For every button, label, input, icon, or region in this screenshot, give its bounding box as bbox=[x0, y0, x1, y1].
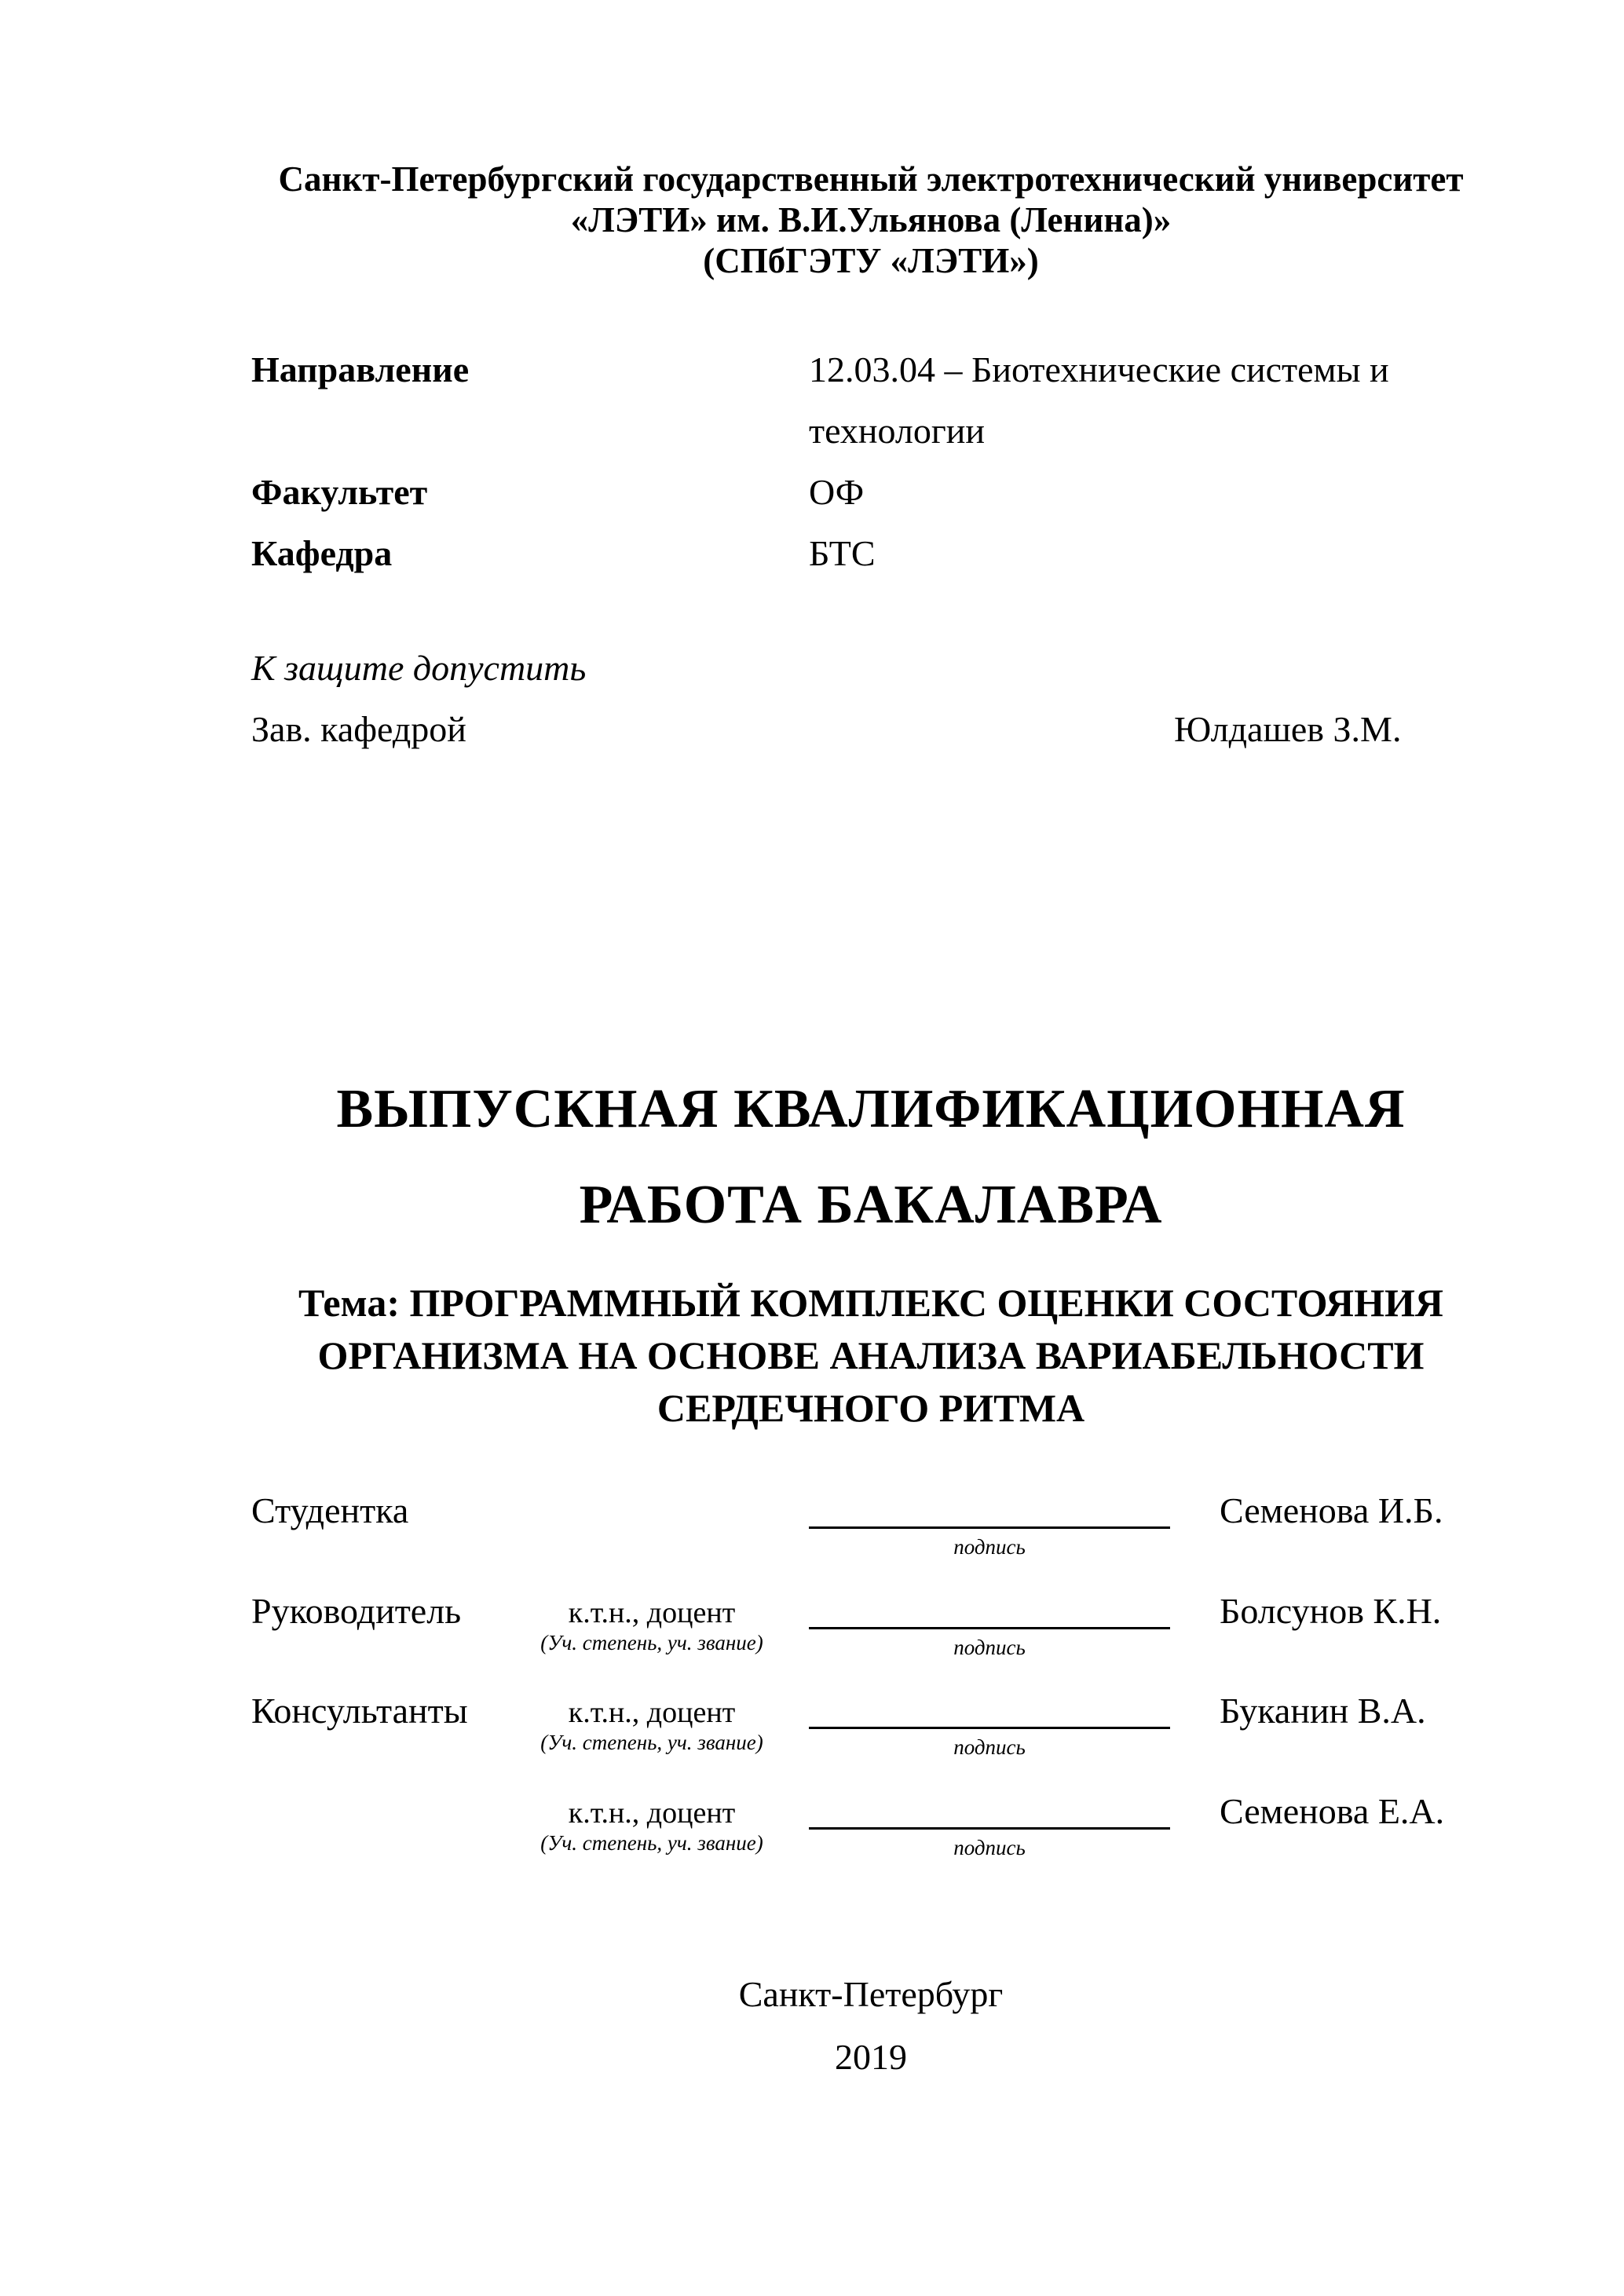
consultant-2-name: Семенова Е.А. bbox=[1220, 1791, 1445, 1831]
department-label: Кафедра bbox=[251, 533, 393, 573]
student-name: Семенова И.Б. bbox=[1220, 1490, 1443, 1530]
signature-caption: подпись bbox=[953, 1836, 1026, 1859]
work-type-title: ВЫПУСКНАЯ КВАЛИФИКАЦИОННАЯ РАБОТА БАКАЛАВРА bbox=[336, 1079, 1406, 1235]
footer-year: 2019 bbox=[835, 2037, 907, 2077]
faculty-label: Факультет bbox=[251, 472, 428, 512]
direction-label: Направление bbox=[251, 349, 470, 389]
department-head-row bbox=[251, 699, 1476, 760]
supervisor-degree: к.т.н., доцент bbox=[568, 1596, 736, 1629]
consultant-1-name: Буканин В.А. bbox=[1220, 1691, 1426, 1731]
degree-caption: (Уч. степень, уч. звание) bbox=[540, 1631, 763, 1654]
signature-line bbox=[809, 1627, 1170, 1629]
signature-caption: подпись bbox=[953, 1636, 1026, 1659]
department-head-label: Зав. кафедрой bbox=[251, 709, 466, 749]
department-value: БТС bbox=[809, 533, 876, 573]
supervisor-name: Болсунов К.Н. bbox=[1220, 1591, 1442, 1631]
signature-caption: подпись bbox=[953, 1735, 1026, 1759]
university-header bbox=[251, 159, 1490, 281]
info-row-direction bbox=[251, 339, 1476, 462]
consultant-1-degree: к.т.н., доцент bbox=[568, 1696, 736, 1729]
signature-line bbox=[809, 1526, 1170, 1529]
signature-line bbox=[809, 1827, 1170, 1830]
department-head-name: Юлдашев З.М. bbox=[1174, 709, 1402, 749]
supervisor-role-label: Руководитель bbox=[251, 1591, 462, 1631]
consultant-2-degree: к.т.н., доцент bbox=[568, 1797, 736, 1830]
footer-city: Санкт-Петербург bbox=[738, 1974, 1004, 2014]
consultants-role-label: Консультанты bbox=[251, 1691, 468, 1731]
direction-value: 12.03.04 – Биотехнические системы и технологии bbox=[809, 349, 1389, 451]
program-info-section bbox=[251, 339, 1476, 584]
signature-row-consultant-1 bbox=[251, 1689, 1492, 1783]
signature-row-student bbox=[251, 1489, 1492, 1583]
signature-row-supervisor bbox=[251, 1589, 1492, 1684]
info-row-department bbox=[251, 523, 1476, 584]
faculty-value: ОФ bbox=[809, 472, 865, 512]
university-name-line1: Санкт-Петербургский государственный электротехнический университет bbox=[278, 159, 1464, 199]
signature-caption: подпись bbox=[953, 1535, 1026, 1559]
university-name-line2: «ЛЭТИ» им. В.И.Ульянова (Ленина)» bbox=[570, 200, 1172, 239]
signature-row-consultant-2 bbox=[251, 1790, 1492, 1884]
university-abbreviation: (СПбГЭТУ «ЛЭТИ») bbox=[703, 241, 1039, 280]
signature-line bbox=[809, 1727, 1170, 1729]
admit-to-defense-phrase: К защите допустить bbox=[251, 648, 587, 688]
approval-section bbox=[251, 638, 1476, 760]
degree-caption: (Уч. степень, уч. звание) bbox=[540, 1831, 763, 1855]
thesis-topic: Тема: ПРОГРАММНЫЙ КОМПЛЕКС ОЦЕНКИ СОСТОЯНИЯ ОРГАНИЗМА НА ОСНОВЕ АНАЛИЗА ВАРИАБЕЛЬНОСТИ СЕРДЕЧНОГО РИТМА bbox=[298, 1281, 1444, 1430]
degree-caption: (Уч. степень, уч. звание) bbox=[540, 1731, 763, 1754]
student-role-label: Студентка bbox=[251, 1490, 409, 1530]
info-row-faculty bbox=[251, 462, 1476, 523]
